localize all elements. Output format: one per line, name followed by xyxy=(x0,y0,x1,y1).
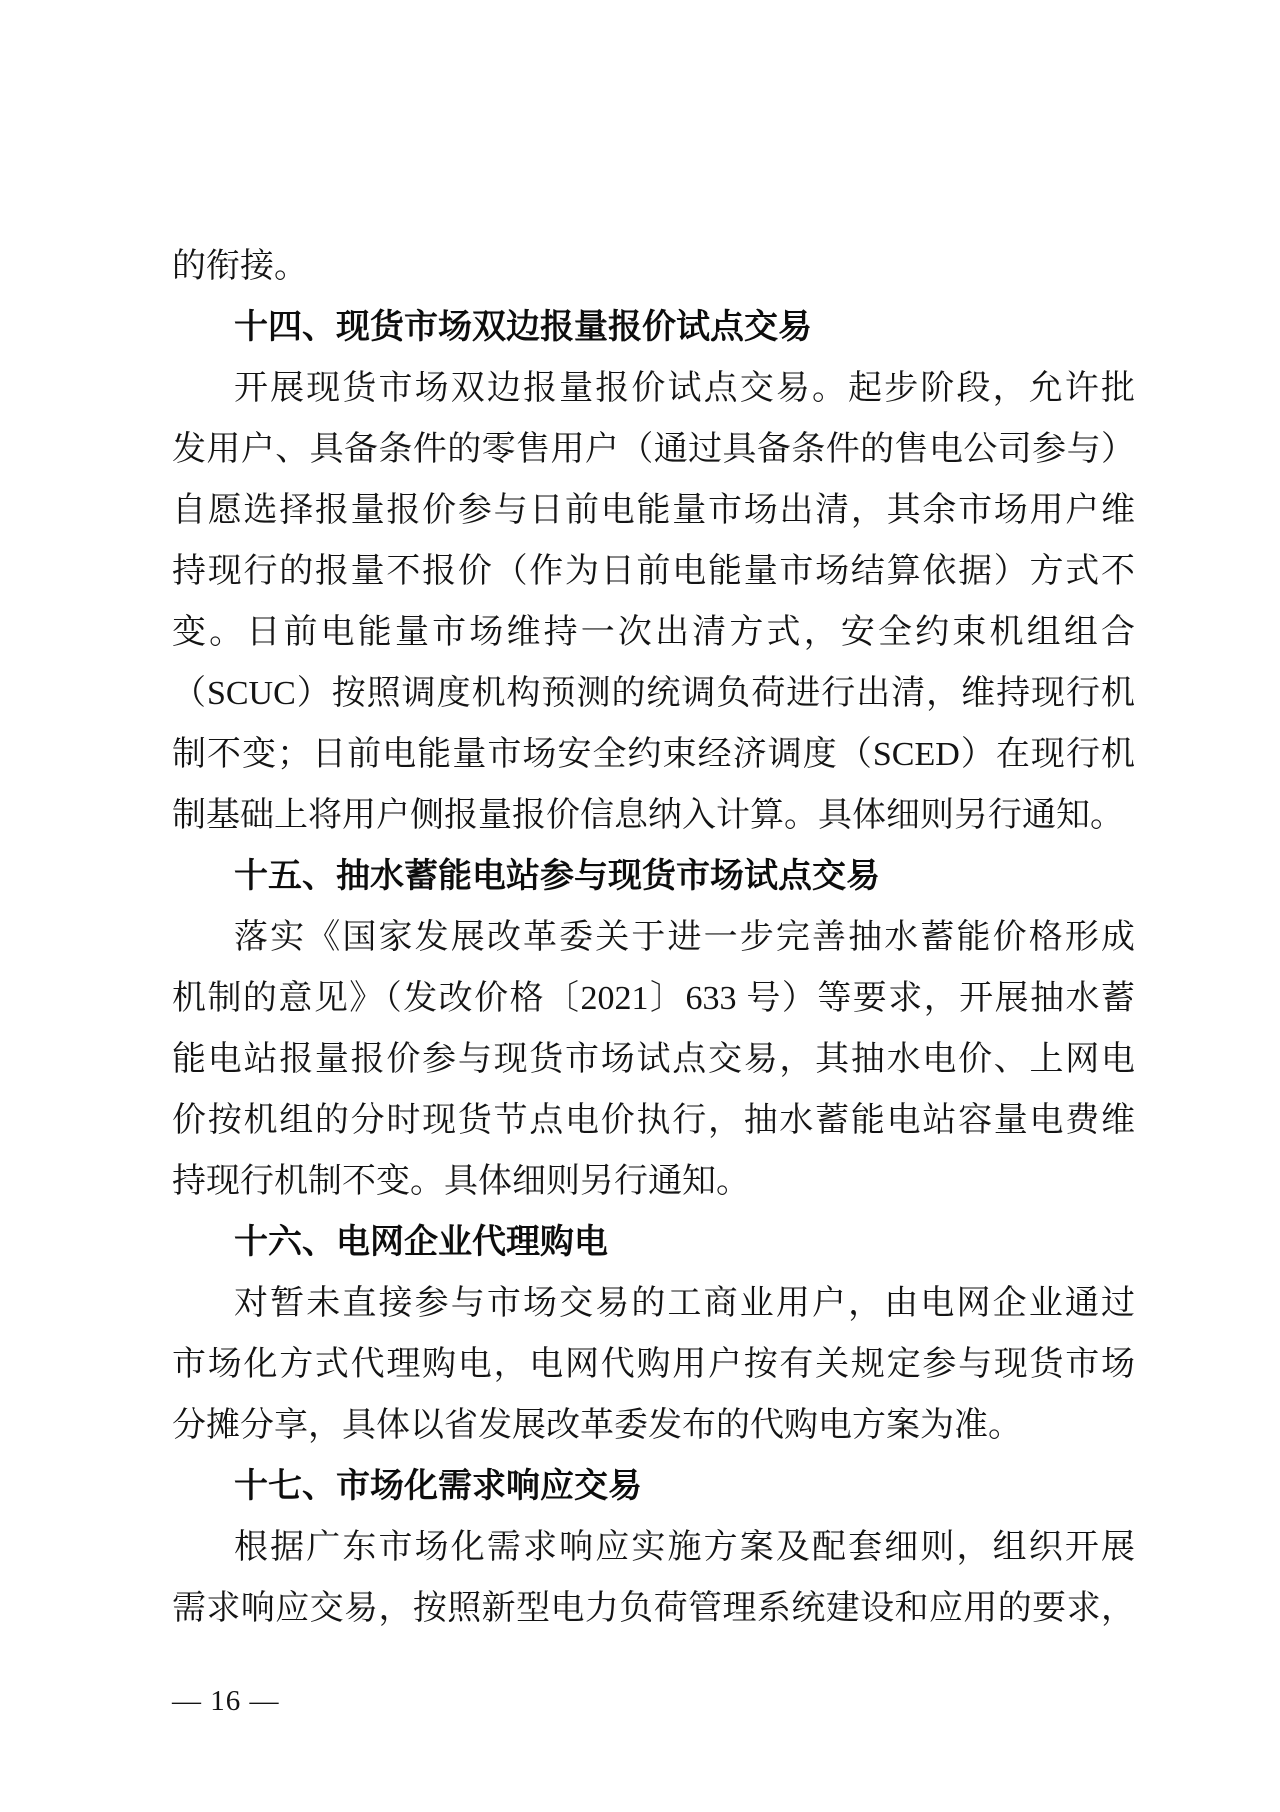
text-line: （SCUC）按照调度机构预测的统调负荷进行出清，维持现行机 xyxy=(172,675,1135,712)
text-line: 对暂未直接参与市场交易的工商业用户，由电网企业通过 xyxy=(234,1285,1135,1322)
text-line: 市场化方式代理购电，电网代购用户按有关规定参与现货市场 xyxy=(172,1346,1135,1383)
section-heading-15: 十五、抽水蓄能电站参与现货市场试点交易 xyxy=(234,857,880,895)
text-line: 机制的意见》（发改价格〔2021〕633 号）等要求，开展抽水蓄 xyxy=(172,980,1135,1017)
text-line: 制不变；日前电能量市场安全约束经济调度（SCED）在现行机 xyxy=(172,736,1135,773)
text-line: 发用户、具备条件的零售用户（通过具备条件的售电公司参与） xyxy=(172,431,1135,468)
text-line: 自愿选择报量报价参与日前电能量市场出清，其余市场用户维 xyxy=(172,492,1135,529)
page-number: — 16 — xyxy=(172,1685,280,1717)
section-heading-14: 十四、现货市场双边报量报价试点交易 xyxy=(234,308,812,346)
text-line: 制基础上将用户侧报量报价信息纳入计算。具体细则另行通知。 xyxy=(172,797,1124,834)
section-heading-17: 十七、市场化需求响应交易 xyxy=(234,1467,642,1505)
text-line: 分摊分享，具体以省发展改革委发布的代购电方案为准。 xyxy=(172,1407,1022,1444)
document-content xyxy=(172,236,1135,1639)
text-line: 开展现货市场双边报量报价试点交易。起步阶段，允许批 xyxy=(234,370,1135,407)
section-heading-16: 十六、电网企业代理购电 xyxy=(234,1223,608,1261)
text-line: 的衔接。 xyxy=(172,248,308,285)
text-line: 落实《国家发展改革委关于进一步完善抽水蓄能价格形成 xyxy=(234,919,1135,956)
text-line: 持现行机制不变。具体细则另行通知。 xyxy=(172,1163,750,1200)
text-line: 持现行的报量不报价（作为日前电能量市场结算依据）方式不 xyxy=(172,553,1135,590)
text-line: 能电站报量报价参与现货市场试点交易，其抽水电价、上网电 xyxy=(172,1041,1135,1078)
text-line: 价按机组的分时现货节点电价执行，抽水蓄能电站容量电费维 xyxy=(172,1102,1135,1139)
text-line: 变。日前电能量市场维持一次出清方式，安全约束机组组合 xyxy=(172,614,1135,651)
text-line: 需求响应交易，按照新型电力负荷管理系统建设和应用的要求， xyxy=(172,1590,1135,1627)
page-footer xyxy=(172,1684,280,1718)
text-line: 根据广东市场化需求响应实施方案及配套细则，组织开展 xyxy=(234,1529,1135,1566)
